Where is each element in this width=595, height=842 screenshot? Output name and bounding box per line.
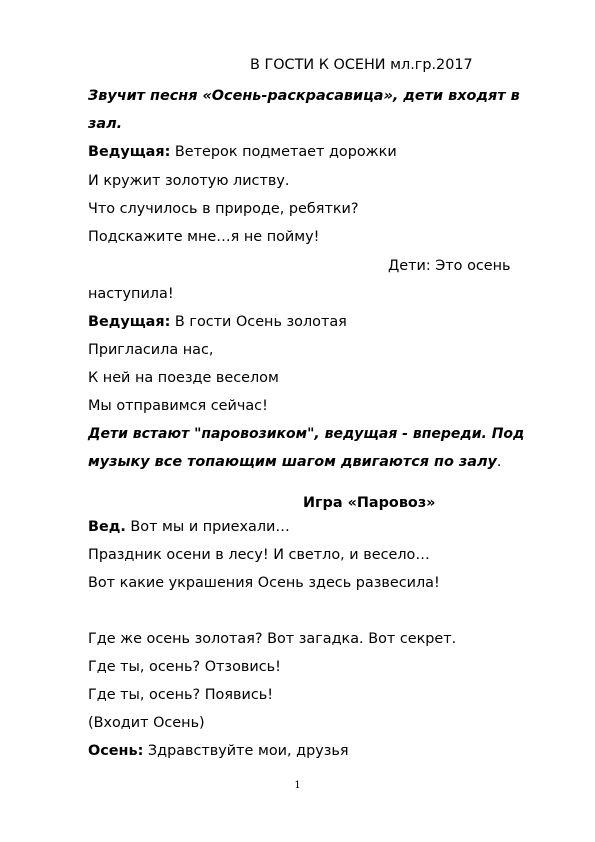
- verse-line: Подскажите мне…я не пойму!: [88, 229, 320, 245]
- verse-line: И кружит золотую листву.: [88, 173, 290, 189]
- dialogue-text: В гости Осень золотая: [170, 314, 347, 330]
- verse-line: наступила!: [88, 286, 174, 302]
- stage-direction-period: .: [496, 454, 502, 470]
- verse-line: Вот какие украшения Осень здесь развесила!: [88, 575, 440, 591]
- dialogue-line: [88, 518, 290, 536]
- stage-direction-line-1: Звучит песня «Осень-раскрасавица», дети входят в: [88, 88, 520, 104]
- dialogue-line: [88, 313, 347, 331]
- dialogue-line: [88, 742, 349, 760]
- verse-line: Мы отправимся сейчас!: [88, 398, 268, 414]
- stage-direction-line-3: Дети встают "паровозиком", ведущая - впереди. Под: [88, 426, 525, 442]
- dialogue-text: Здравствуйте мои, друзья: [143, 743, 349, 759]
- dialogue-line: [88, 143, 397, 161]
- speaker-label: Осень:: [88, 743, 144, 759]
- children-reply: Дети: Это осень: [388, 258, 511, 274]
- verse-line: Где же осень золотая? Вот загадка. Вот секрет.: [88, 631, 457, 647]
- speaker-label: Ведущая:: [88, 144, 171, 160]
- page-number: 1: [294, 780, 301, 791]
- verse-line: Праздник осени в лесу! И светло, и весело…: [88, 547, 430, 563]
- dialogue-text: Вот мы и приехали…: [125, 519, 290, 535]
- game-title: Игра «Паровоз»: [303, 495, 436, 511]
- verse-line: Пригласила нас,: [88, 342, 214, 358]
- dialogue-text: Ветерок подметает дорожки: [170, 144, 397, 160]
- stage-direction-line-4: [88, 453, 501, 471]
- verse-line: Где ты, осень? Отзовись!: [88, 659, 281, 675]
- stage-direction-line-2: зал.: [88, 116, 123, 132]
- verse-line: Что случилось в природе, ребятки?: [88, 201, 359, 217]
- verse-line: К ней на поезде веселом: [88, 370, 279, 386]
- stage-direction-text: музыку все топающим шагом двигаются по залу: [88, 454, 497, 470]
- verse-line: Где ты, осень? Появись!: [88, 687, 273, 703]
- speaker-label: Ведущая:: [88, 314, 171, 330]
- page-title: В ГОСТИ К ОСЕНИ мл.гр.2017: [250, 57, 473, 73]
- speaker-label: Вед.: [88, 519, 126, 535]
- stage-direction-enter: (Входит Осень): [88, 715, 205, 731]
